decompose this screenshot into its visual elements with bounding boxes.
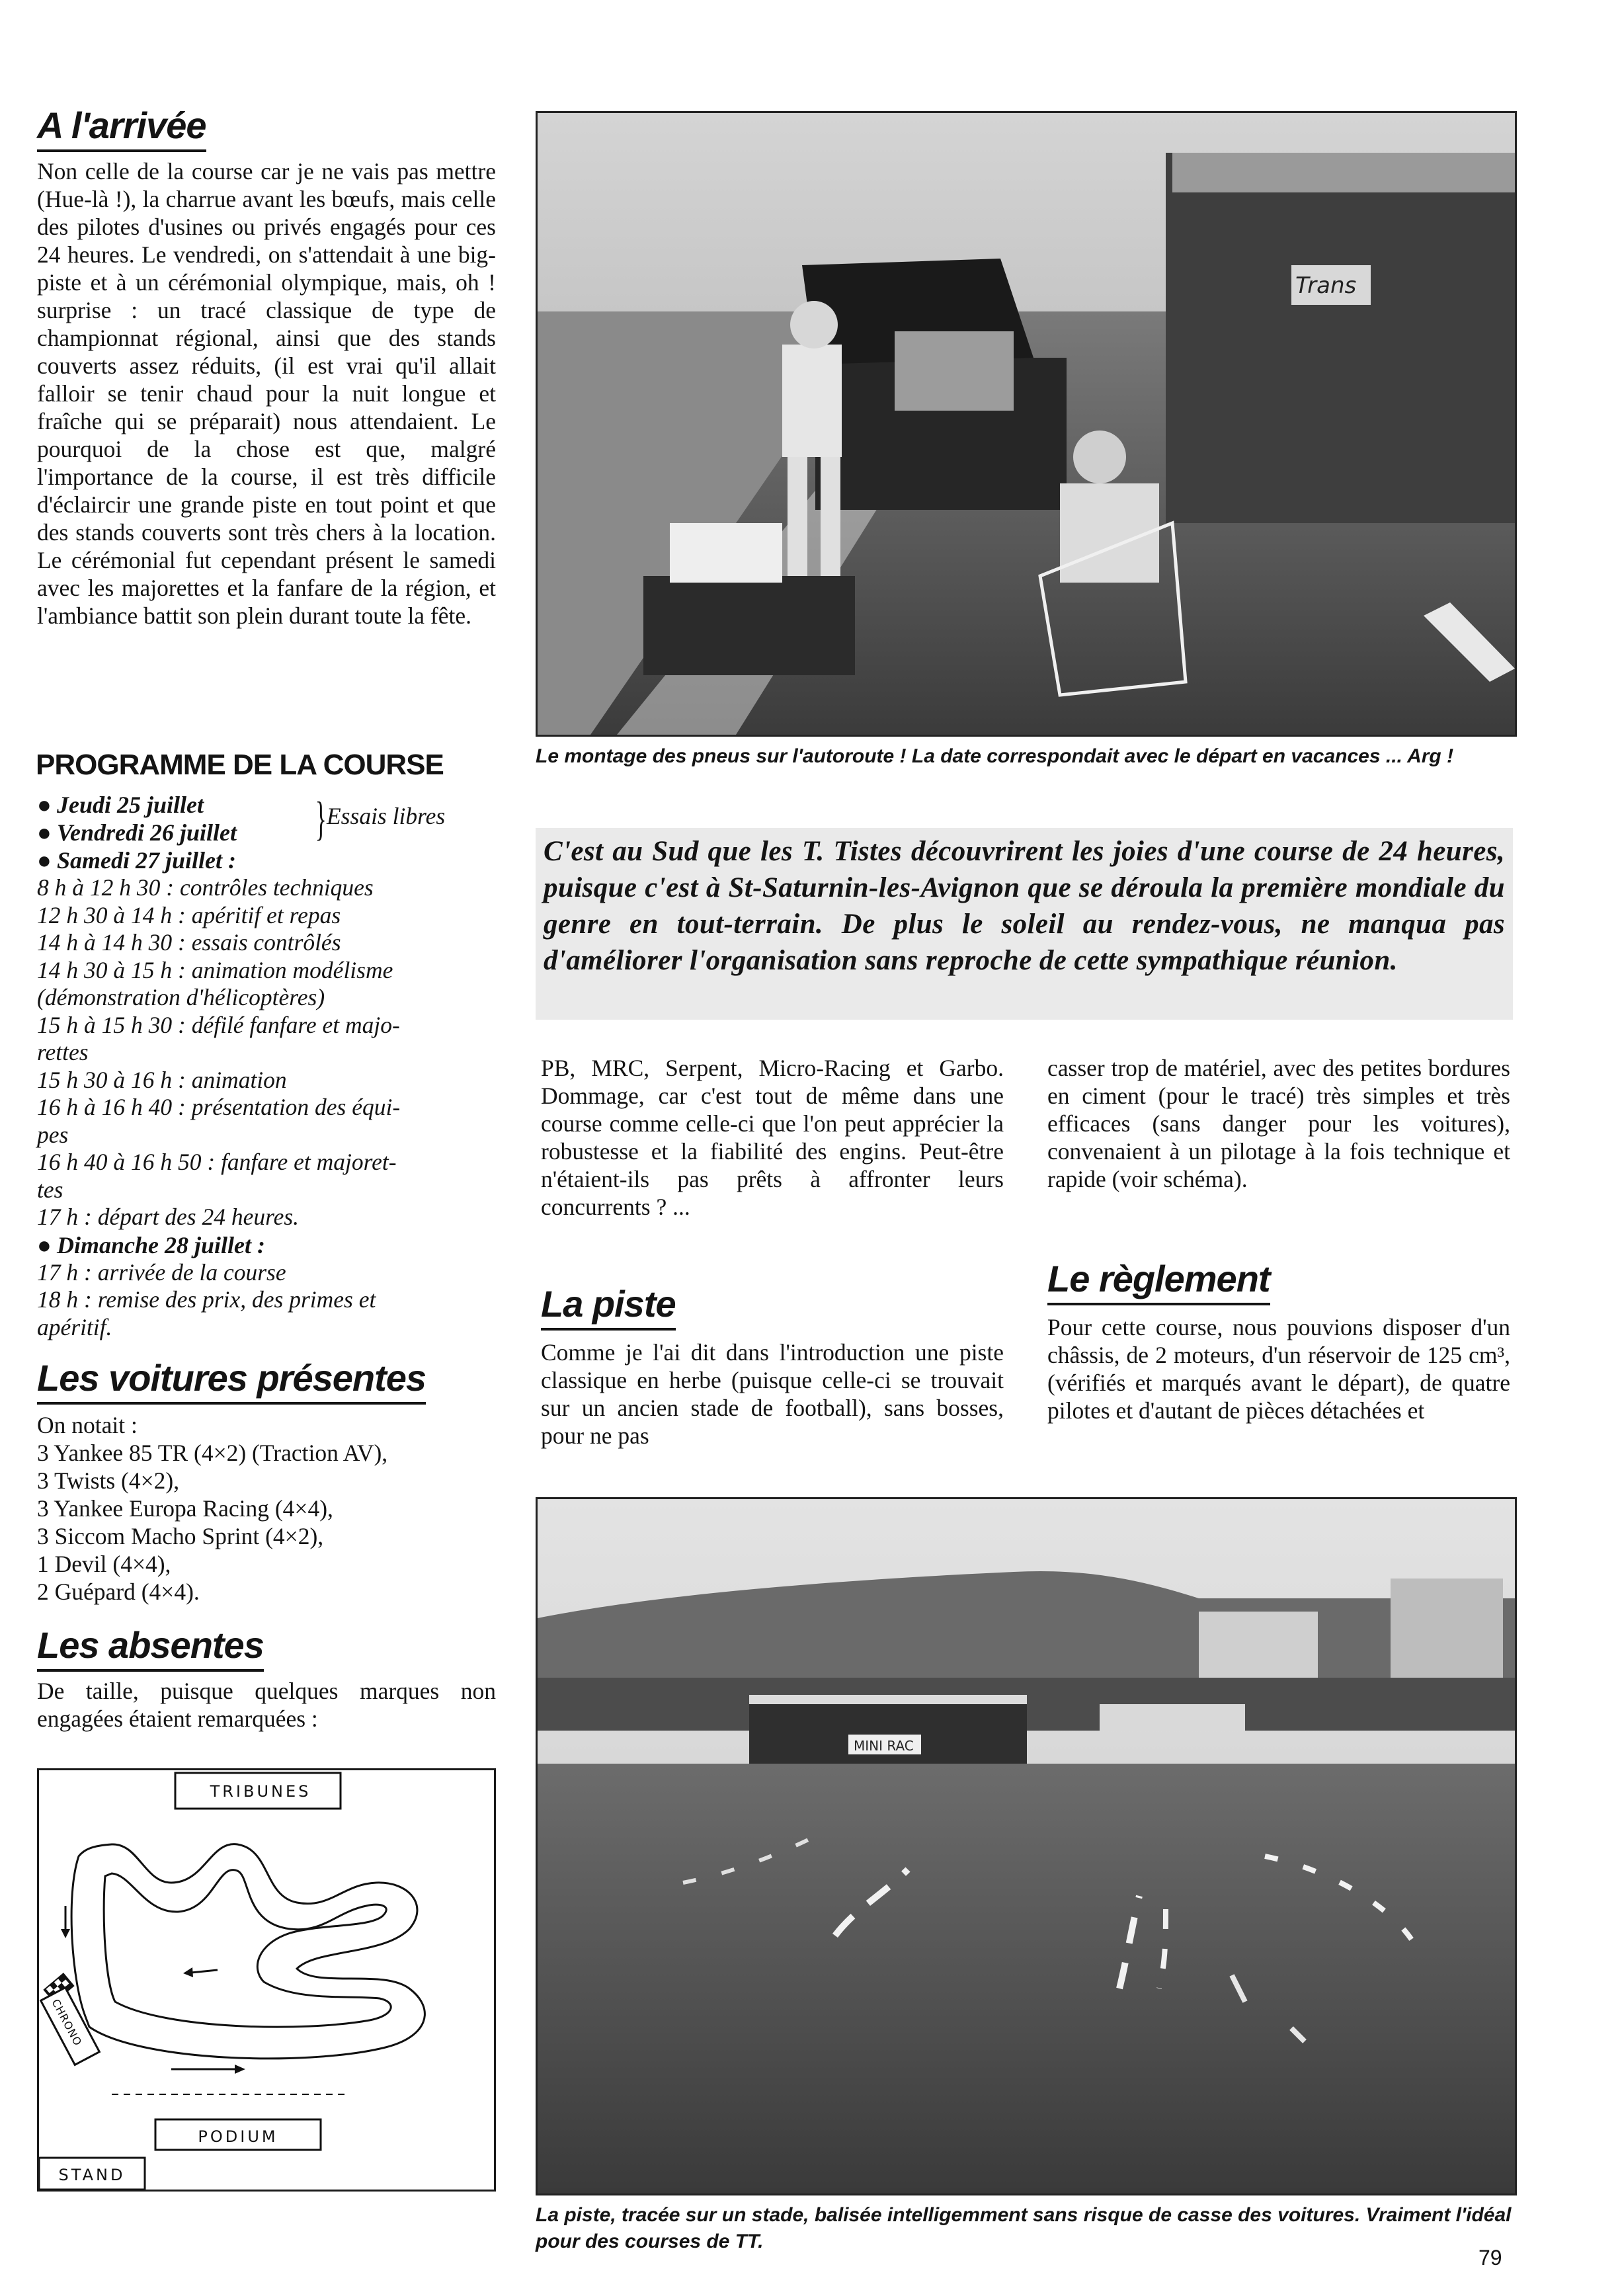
photo-highway-drawing <box>538 113 1515 735</box>
podium-label: PODIUM <box>198 2127 278 2146</box>
section-heading-reglement: Le règlement <box>1047 1260 1270 1305</box>
programme-day-friday: ● Vendredi 26 juillet <box>37 819 237 846</box>
tribunes-label: TRIBUNES <box>210 1782 311 1801</box>
photo-highway-tire-mounting <box>536 111 1517 737</box>
bracket-glyph: } <box>315 792 327 845</box>
chrono-label: CHRONO <box>49 1996 85 2049</box>
bullet-icon: ● <box>37 1231 52 1258</box>
page-number: 79 <box>1478 2246 1502 2270</box>
reglement-paragraph: Pour cette course, nous pouvions disposer d'un châssis, de 2 moteurs, d'un réservoir de 125 cm³, (vérifiés et marqués avant le départ), de quatre pilotes et d'autant de pièces détachées et <box>1047 1314 1510 1424</box>
bullet-icon: ● <box>37 792 52 818</box>
track-diagram <box>37 1768 496 2192</box>
track-diagram-drawing <box>39 1770 494 2190</box>
list-item: 1 Devil (4×4), <box>37 1551 171 1577</box>
section-heading-voitures: Les voitures présentes <box>37 1360 426 1405</box>
list-item: 3 Yankee 85 TR (4×2) (Traction AV), <box>37 1440 388 1466</box>
schedule-line: tes <box>37 1176 63 1203</box>
photo2-caption: La piste, tracée sur un stade, balisée intelligemment sans risque de casse des voitures. Vraiment l'idéal pour des courses de TT. <box>536 2204 1512 2252</box>
list-item: 3 Siccom Macho Sprint (4×2), <box>37 1523 324 1549</box>
col3-top-paragraph: casser trop de matériel, avec des petites bordures en ciment (pour le tracé) très simples et très efficaces (sans danger pour les voitures), convenaient à un pilotage à la fois technique et rapide (voir schéma). <box>1047 1055 1510 1192</box>
list-item: 3 Twists (4×2), <box>37 1467 180 1494</box>
programme-heading: PROGRAMME DE LA COURSE <box>36 749 444 781</box>
programme-list <box>37 791 513 1341</box>
stand-sign: MINI RAC <box>854 1738 914 1754</box>
absentes-paragraph: De taille, puisque quelques marques non engagées étaient remarquées : <box>37 1678 496 1732</box>
section-heading-arrivee: A l'arrivée <box>37 107 206 152</box>
schedule-line: 14 h 30 à 15 h : animation modélisme <box>37 956 393 983</box>
schedule-line: (démonstration d'hélicoptères) <box>37 984 325 1010</box>
section-heading-absentes: Les absentes <box>37 1627 264 1672</box>
list-item: 3 Yankee Europa Racing (4×4), <box>37 1495 333 1522</box>
photo1-caption: Le montage des pneus sur l'autoroute ! La date correspondait avec le départ en vacances ... Arg ! <box>536 745 1454 767</box>
section-heading-piste: La piste <box>541 1286 676 1331</box>
lead-box <box>536 828 1513 1020</box>
schedule-line: 17 h : arrivée de la course <box>37 1258 286 1286</box>
col2-top-paragraph: PB, MRC, Serpent, Micro-Racing et Garbo. Dommage, car c'est tout de même dans une course comme celle-ci que l'on peut apprécier la robustesse et la fiabilité des engins. Peut-être n'étaient-ils pas prêts à affronter leurs concurrents ? ... <box>541 1055 1004 1220</box>
schedule-line: 16 h 40 à 16 h 50 : fanfare et majoret- <box>37 1149 397 1175</box>
voitures-intro: On notait : <box>37 1412 138 1438</box>
truck-lettering: Trans <box>1295 272 1357 299</box>
schedule-line: 15 h à 15 h 30 : défilé fanfare et majo- <box>37 1011 400 1038</box>
schedule-line: rettes <box>37 1039 89 1065</box>
programme-day-saturday: ● Samedi 27 juillet : <box>37 847 237 874</box>
stand-label: STAND <box>58 2166 126 2184</box>
list-item: 2 Guépard (4×4). <box>37 1578 200 1605</box>
programme-day-thursday: ● Jeudi 25 juillet <box>37 792 204 818</box>
photo-stadium-track <box>536 1497 1517 2195</box>
piste-paragraph: Comme je l'ai dit dans l'introduction une piste classique en herbe (puisque celle-ci se trouvait sur un ancien stade de football), sans bosses, pour ne pas <box>541 1339 1004 1449</box>
voitures-list <box>37 1411 500 1606</box>
essais-libres-label: Essais libres <box>327 803 446 829</box>
lead-paragraph: C'est au Sud que les T. Tistes découvrirent les joies d'une course de 24 heures, puisque c'est à St-Saturnin-les-Avignon que se déroula la première mondiale du genre en tout-terrain. De plus le soleil au rendez-vous, ne manqua pas d'améliorer l'organisation sans reproche de cette sympathique réunion. <box>544 836 1505 976</box>
schedule-line: 17 h : départ des 24 heures. <box>37 1204 300 1230</box>
schedule-line: apéritif. <box>37 1313 112 1340</box>
schedule-line: 16 h à 16 h 40 : présentation des équi- <box>37 1094 401 1120</box>
schedule-line: pes <box>37 1121 69 1148</box>
saturday-schedule <box>37 874 513 1231</box>
schedule-line: 15 h 30 à 16 h : animation <box>37 1066 287 1093</box>
bullet-icon: ● <box>37 847 52 874</box>
schedule-line: 12 h 30 à 14 h : apéritif et repas <box>37 901 341 928</box>
arrivee-paragraph: Non celle de la course car je ne vais pas mettre (Hue-là !), la charrue avant les bœufs, mais celle des pilotes d'usines ou privés engagés pour ces 24 heures. Le vendredi, on s'attendait à une big-piste et à un cérémonial olympique, mais, oh ! surprise : un tracé classique de type de championnat régional, ainsi que des stands couverts assez réduits, (il est vrai qu'il allait falloir se tenir chaud pour la nuit longue et fraîche qui se préparait) nous attendaient. Le pourquoi de la chose est que, malgré l'importance de la course, il est très difficile d'éclaircir une grande piste en tout point et que des stands couverts sont très chers à la location. Le cérémonial fut cependant présent le samedi avec les majorettes et la fanfare de la région, et l'ambiance battit son plein durant toute la fête. <box>37 158 496 629</box>
schedule-line: 18 h : remise des prix, des primes et <box>37 1286 376 1313</box>
schedule-line: 8 h à 12 h 30 : contrôles techniques <box>37 874 374 901</box>
schedule-line: 14 h à 14 h 30 : essais contrôlés <box>37 929 341 956</box>
photo-stadium-drawing <box>538 1499 1515 2194</box>
bullet-icon: ● <box>37 819 52 846</box>
programme-day-sunday: ● Dimanche 28 juillet : <box>37 1231 265 1258</box>
